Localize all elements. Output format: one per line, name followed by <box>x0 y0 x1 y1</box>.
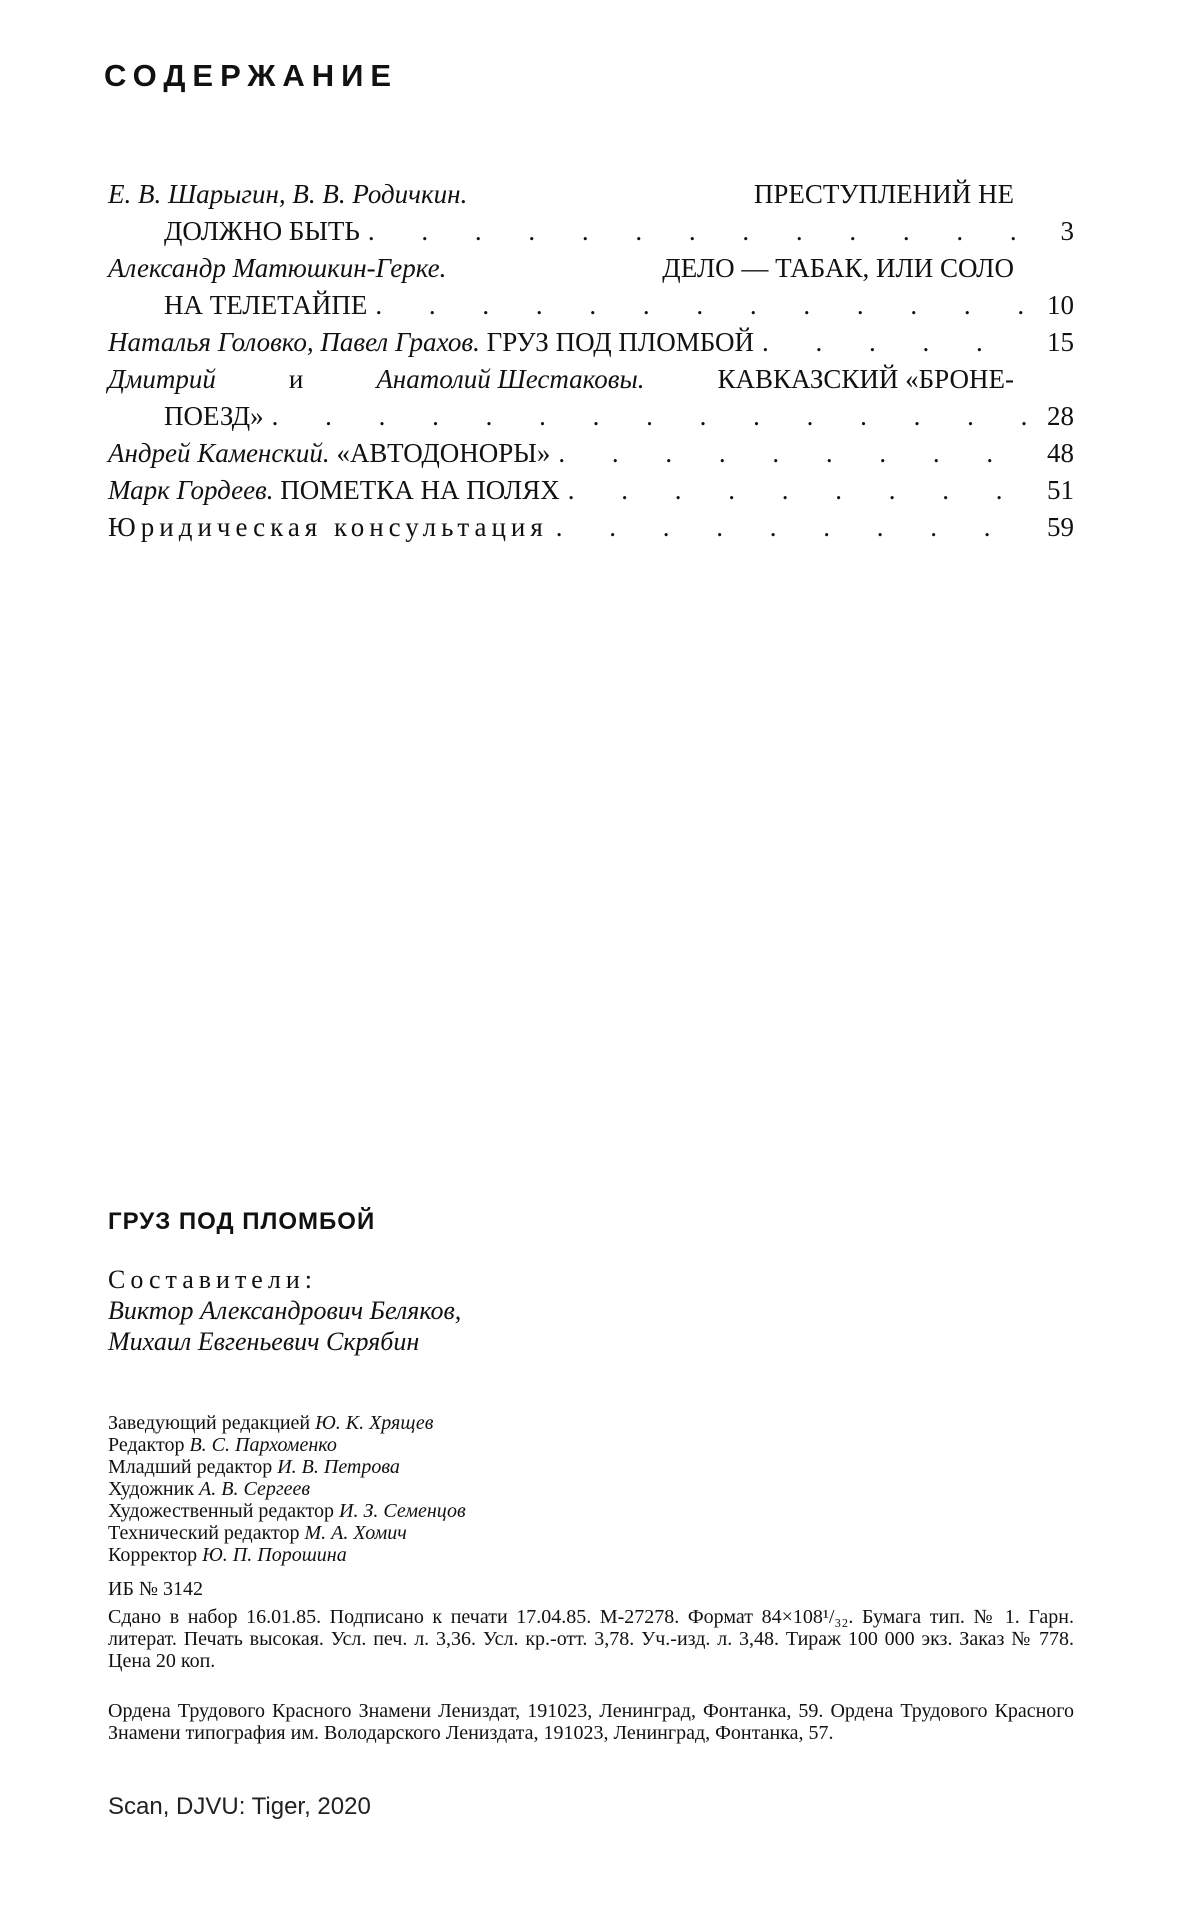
staff-name: И. З. Семенцов <box>339 1500 466 1522</box>
staff-role: Редактор <box>108 1434 185 1456</box>
editorial-staff <box>108 1412 466 1566</box>
toc-author: Дмитрий <box>108 364 216 394</box>
staff-role: Художник <box>108 1478 195 1500</box>
toc-title-line: Юридическая консультация <box>108 512 548 542</box>
staff-name: Ю. П. Порошина <box>202 1544 347 1566</box>
scan-credit: Scan, DJVU: Tiger, 2020 <box>108 1793 371 1820</box>
toc-leader-dots <box>762 324 1030 361</box>
staff-name: А. В. Сергеев <box>199 1478 311 1500</box>
toc-page-number: 28 <box>1047 401 1074 431</box>
staff-role: Младший редактор <box>108 1456 273 1478</box>
imprint-book-title: ГРУЗ ПОД ПЛОМБОЙ <box>108 1208 376 1235</box>
compilers-label: Составители: <box>108 1265 317 1294</box>
toc-title-line: ГРУЗ ПОД ПЛОМБОЙ <box>486 327 755 357</box>
staff-row <box>108 1544 466 1566</box>
toc-entry <box>108 250 1074 324</box>
toc-leader-dots <box>375 287 1030 324</box>
toc-entry <box>108 361 1074 435</box>
toc-title-line: ДЕЛО — ТАБАК, ИЛИ СОЛО <box>662 253 1014 283</box>
compiler-name: Виктор Александрович Беляков, <box>108 1296 462 1325</box>
toc-entry <box>108 176 1074 250</box>
toc-entry <box>108 472 1074 509</box>
staff-row <box>108 1500 466 1522</box>
toc-page-number: 59 <box>1047 512 1074 542</box>
toc-page-number: 15 <box>1047 327 1074 357</box>
toc-author: Александр Матюшкин-Герке. <box>108 253 447 283</box>
table-of-contents <box>108 176 1074 546</box>
staff-row <box>108 1412 466 1434</box>
toc-leader-dots <box>368 213 1030 250</box>
staff-row <box>108 1456 466 1478</box>
toc-author: Марк Гордеев. <box>108 475 274 505</box>
toc-title-line: ПОМЕТКА НА ПОЛЯХ <box>280 475 560 505</box>
toc-author: Е. В. Шарыгин, В. В. Родичкин. <box>108 179 468 209</box>
toc-title-line: НА ТЕЛЕТАЙПЕ <box>164 290 368 320</box>
toc-page-number: 10 <box>1047 290 1074 320</box>
staff-role: Технический редактор <box>108 1522 300 1544</box>
print-details: Сдано в набор 16.01.85. Подписано к печати 17.04.85. М-27278. Формат 84×108¹/₃₂. Бумага тип. № 1. Гарн. литерат. Печать высокая. Усл. печ. л. 3,36. Усл. кр.-отт. 3,78. Уч.-изд. л. 3,48. Тираж 100 000 экз. Заказ № 778. Цена 20 коп. <box>108 1606 1074 1672</box>
staff-name: М. А. Хомич <box>304 1522 407 1544</box>
staff-name: В. С. Пархоменко <box>189 1434 337 1456</box>
toc-leader-dots <box>272 398 1030 435</box>
toc-page-number: 3 <box>1060 216 1074 246</box>
staff-role: Корректор <box>108 1544 198 1566</box>
staff-role: Художественный редактор <box>108 1500 334 1522</box>
toc-author: Андрей Каменский. <box>108 438 330 468</box>
toc-page-number: 51 <box>1047 475 1074 505</box>
toc-heading: СОДЕРЖАНИЕ <box>104 58 399 93</box>
staff-row <box>108 1522 466 1544</box>
toc-entry <box>108 324 1074 361</box>
toc-title-line: «АВТОДОНОРЫ» <box>336 438 551 468</box>
toc-page-number: 48 <box>1047 438 1074 468</box>
toc-leader-dots <box>568 472 1030 509</box>
toc-author: Анатолий Шестаковы. <box>376 364 645 394</box>
staff-name: И. В. Петрова <box>277 1456 400 1478</box>
publisher-info: Ордена Трудового Красного Знамени Лениздат, 191023, Ленинград, Фонтанка, 59. Ордена Трудового Красного Знамени типография им. Володарского Лениздата, 191023, Ленинград, Фонтанка, 57. <box>108 1700 1074 1744</box>
toc-leader-dots <box>558 435 1030 472</box>
toc-author: Наталья Головко, Павел Грахов. <box>108 327 480 357</box>
toc-title-line: ДОЛЖНО БЫТЬ <box>164 216 360 246</box>
toc-conjunction: и <box>288 364 304 394</box>
toc-entry <box>108 509 1074 546</box>
staff-role: Заведующий редакцией <box>108 1412 311 1434</box>
toc-entry <box>108 435 1074 472</box>
compiler-name: Михаил Евгеньевич Скрябин <box>108 1327 420 1356</box>
staff-row <box>108 1434 466 1456</box>
toc-title-line: КАВКАЗСКИЙ «БРОНЕ- <box>717 364 1014 394</box>
toc-title-line: ПРЕСТУПЛЕНИЙ НЕ <box>753 179 1014 209</box>
staff-name: Ю. К. Хрящев <box>315 1412 434 1434</box>
staff-row <box>108 1478 466 1500</box>
ib-number: ИБ № 3142 <box>108 1578 204 1600</box>
toc-title-line: ПОЕЗД» <box>164 401 264 431</box>
toc-leader-dots <box>556 509 1030 546</box>
compilers-block <box>108 1264 461 1357</box>
